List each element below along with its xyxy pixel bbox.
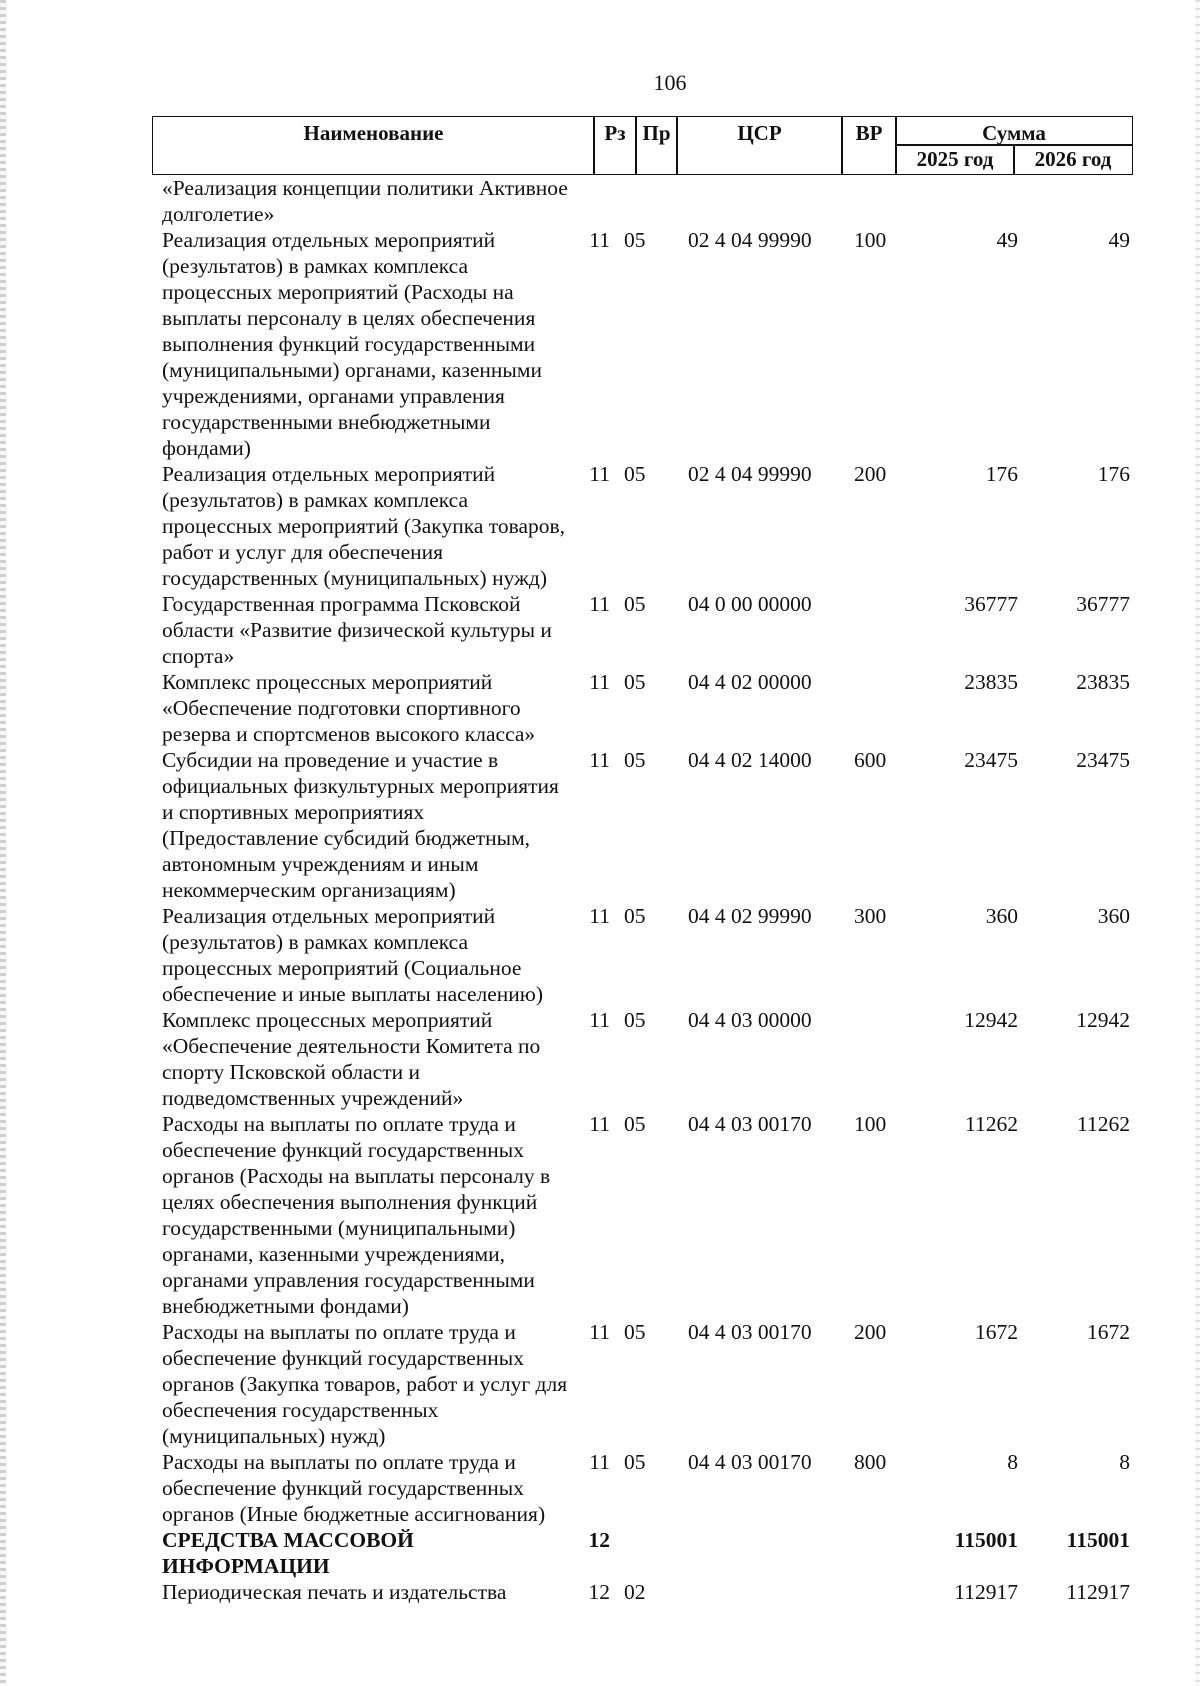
cell-name — [162, 591, 582, 669]
cell-sum-2025: 360 — [985, 904, 1018, 928]
cell-name-line: Реализация отдельных мероприятий — [162, 462, 496, 486]
cell-name-line: (результатов) в рамках комплекса — [162, 930, 469, 954]
cell-rz: 11 — [589, 1320, 610, 1344]
cell-name-line: официальных физкультурных мероприятия — [162, 774, 559, 798]
cell-name-line: процессных мероприятий (Расходы на — [162, 280, 514, 304]
cell-name-line: Государственная программа Псковской — [162, 592, 521, 616]
cell-sum-2025 — [910, 175, 1018, 227]
cell-sum-2026: 8 — [1119, 1450, 1130, 1474]
header-year-2026: 2026 год — [1013, 144, 1133, 175]
cell-pr: 02 — [624, 1580, 646, 1604]
cell-name — [162, 175, 582, 227]
cell-name — [162, 1579, 582, 1605]
table-row — [162, 903, 1130, 1007]
cell-vr: 200 — [854, 462, 887, 486]
cell-name-line: работ и услуг для обеспечения — [162, 540, 444, 564]
cell-sum-2026: 115001 — [1066, 1528, 1130, 1552]
table-body — [162, 175, 1130, 1605]
cell-name-line: спорту Псковской области и — [162, 1060, 420, 1084]
cell-pr: 05 — [624, 1450, 646, 1474]
cell-name-line: Реализация отдельных мероприятий — [162, 904, 496, 928]
table-row — [162, 669, 1130, 747]
page-number: 106 — [653, 70, 687, 95]
cell-sum-2025: 1672 — [975, 1320, 1018, 1344]
table-row — [162, 747, 1130, 903]
cell-name-line: Расходы на выплаты по оплате труда и — [162, 1112, 516, 1136]
cell-pr: 05 — [624, 670, 646, 694]
cell-name — [162, 903, 582, 1007]
cell-name-line: органами управления государственными — [162, 1268, 535, 1292]
cell-name-line: (муниципальных) нужд) — [162, 1424, 386, 1448]
cell-name-line: выполнения функций государственными — [162, 332, 536, 356]
cell-rz: 11 — [589, 1008, 610, 1032]
cell-vr — [854, 1579, 910, 1605]
table-row — [162, 175, 1130, 227]
cell-csr — [688, 1527, 854, 1579]
scan-edge-right — [1195, 0, 1200, 1686]
cell-vr: 800 — [854, 1450, 887, 1474]
header-year-2025: 2025 год — [895, 144, 1015, 175]
cell-sum-2025: 115001 — [954, 1528, 1018, 1552]
cell-name-line: обеспечения государственных — [162, 1398, 439, 1422]
cell-name-line: органов (Иные бюджетные ассигнования) — [162, 1502, 546, 1526]
cell-name-line: государственными (муниципальными) — [162, 1216, 516, 1240]
cell-sum-2026: 11262 — [1077, 1112, 1130, 1136]
cell-rz: 11 — [589, 462, 610, 486]
cell-sum-2025: 11262 — [965, 1112, 1018, 1136]
cell-name-line: учреждениями, органами управления — [162, 384, 505, 408]
cell-name-line: Периодическая печать и издательства — [162, 1580, 507, 1604]
cell-csr — [688, 175, 854, 227]
cell-csr: 04 4 03 00170 — [688, 1320, 812, 1344]
table-row — [162, 1111, 1130, 1319]
cell-rz: 12 — [588, 1528, 610, 1552]
cell-rz: 11 — [589, 748, 610, 772]
cell-name-line: органами, казенными учреждениями, — [162, 1242, 505, 1266]
header-rz: Рз — [593, 116, 637, 175]
cell-pr: 05 — [624, 904, 646, 928]
cell-name-line: «Реализация концепции политики Активное — [162, 176, 568, 200]
cell-sum-2026: 23475 — [1076, 748, 1130, 772]
cell-name-line: Комплекс процессных мероприятий — [162, 1008, 493, 1032]
table-row — [162, 1579, 1130, 1605]
cell-sum-2026: 176 — [1097, 462, 1130, 486]
cell-name-line: Расходы на выплаты по оплате труда и — [162, 1450, 516, 1474]
cell-pr: 05 — [624, 1320, 646, 1344]
cell-name-line: спорта» — [162, 644, 235, 668]
cell-name-line: некоммерческим организациям) — [162, 878, 456, 902]
cell-name — [162, 1007, 582, 1111]
cell-name — [162, 1449, 582, 1527]
cell-name-line: обеспечение функций государственных — [162, 1476, 524, 1500]
cell-vr: 100 — [854, 1112, 887, 1136]
cell-csr — [688, 1579, 854, 1605]
cell-name — [162, 1527, 582, 1579]
cell-sum-2026: 112917 — [1066, 1580, 1130, 1604]
cell-pr — [618, 1527, 688, 1579]
cell-name-line: автономным учреждениям и иным — [162, 852, 479, 876]
cell-rz: 11 — [589, 592, 610, 616]
cell-pr: 05 — [624, 462, 646, 486]
cell-rz: 11 — [589, 670, 610, 694]
cell-rz: 11 — [589, 904, 610, 928]
cell-pr: 05 — [624, 1112, 646, 1136]
cell-vr: 200 — [854, 1320, 887, 1344]
cell-name-line: «Обеспечение деятельности Комитета по — [162, 1034, 541, 1058]
cell-name — [162, 1111, 582, 1319]
cell-csr: 04 4 02 14000 — [688, 748, 812, 772]
cell-csr: 04 4 02 00000 — [688, 670, 812, 694]
cell-name-line: (муниципальными) органами, казенными — [162, 358, 542, 382]
cell-name-line: органов (Расходы на выплаты персоналу в — [162, 1164, 551, 1188]
cell-name-line: Комплекс процессных мероприятий — [162, 670, 493, 694]
table-row — [162, 1007, 1130, 1111]
cell-name — [162, 227, 582, 461]
cell-vr — [854, 669, 910, 747]
cell-sum-2025: 112917 — [954, 1580, 1018, 1604]
cell-rz: 11 — [589, 1112, 610, 1136]
cell-rz: 11 — [589, 228, 610, 252]
header-vr: ВР — [841, 116, 897, 175]
cell-pr — [618, 175, 688, 227]
cell-name-line: (Предоставление субсидий бюджетным, — [162, 826, 531, 850]
cell-name-line: целях обеспечения выполнения функций — [162, 1190, 538, 1214]
cell-sum-2025: 49 — [996, 228, 1018, 252]
cell-pr: 05 — [624, 748, 646, 772]
cell-name-line: подведомственных учреждений» — [162, 1086, 464, 1110]
cell-name-line: резерва и спортсменов высокого класса» — [162, 722, 536, 746]
cell-name-line: «Обеспечение подготовки спортивного — [162, 696, 521, 720]
cell-name-line: (результатов) в рамках комплекса — [162, 254, 469, 278]
cell-name — [162, 1319, 582, 1449]
cell-sum-2026: 360 — [1097, 904, 1130, 928]
cell-csr: 02 4 04 99990 — [688, 462, 812, 486]
cell-sum-2026: 1672 — [1087, 1320, 1130, 1344]
cell-sum-2026: 12942 — [1076, 1008, 1130, 1032]
table-row — [162, 227, 1130, 461]
cell-name-line: фондами) — [162, 436, 251, 460]
cell-sum-2025: 8 — [1007, 1450, 1018, 1474]
cell-sum-2025: 36777 — [964, 592, 1018, 616]
table-row — [162, 1319, 1130, 1449]
cell-name — [162, 747, 582, 903]
cell-name — [162, 669, 582, 747]
cell-vr — [854, 591, 910, 669]
cell-name-line: государственными внебюджетными — [162, 410, 491, 434]
cell-vr — [854, 1007, 910, 1111]
cell-vr: 600 — [854, 748, 887, 772]
cell-pr: 05 — [624, 1008, 646, 1032]
cell-rz: 11 — [589, 1450, 610, 1474]
scan-edge-left — [0, 0, 6, 1686]
cell-name-line: процессных мероприятий (Социальное — [162, 956, 522, 980]
cell-name-line: процессных мероприятий (Закупка товаров, — [162, 514, 566, 538]
cell-name-line: области «Развитие физической культуры и — [162, 618, 552, 642]
cell-sum-2025: 23835 — [964, 670, 1018, 694]
cell-name-line: органов (Закупка товаров, работ и услуг для — [162, 1372, 568, 1396]
cell-csr: 04 4 03 00000 — [688, 1008, 812, 1032]
cell-name-line: внебюджетными фондами) — [162, 1294, 409, 1318]
cell-vr: 100 — [854, 228, 887, 252]
header-pr: Пр — [635, 116, 678, 175]
cell-csr: 04 4 02 99990 — [688, 904, 812, 928]
table-row — [162, 591, 1130, 669]
cell-name-line: обеспечение и иные выплаты населению) — [162, 982, 544, 1006]
header-name: Наименование — [152, 116, 595, 175]
cell-name — [162, 461, 582, 591]
cell-name-line: Субсидии на проведение и участие в — [162, 748, 499, 772]
cell-name-line: долголетие» — [162, 202, 275, 226]
cell-rz: 12 — [588, 1580, 610, 1604]
header-sum: Сумма — [895, 116, 1133, 146]
cell-sum-2025: 176 — [985, 462, 1018, 486]
cell-vr — [854, 1527, 910, 1579]
cell-name-line: (результатов) в рамках комплекса — [162, 488, 469, 512]
header-csr: ЦСР — [676, 116, 843, 175]
cell-sum-2026: 36777 — [1076, 592, 1130, 616]
cell-csr: 04 4 03 00170 — [688, 1450, 812, 1474]
cell-name-line: обеспечение функций государственных — [162, 1138, 524, 1162]
cell-vr: 300 — [854, 904, 887, 928]
cell-name-line: обеспечение функций государственных — [162, 1346, 524, 1370]
table-row — [162, 1449, 1130, 1527]
table-header — [152, 116, 1133, 175]
table-row — [162, 1527, 1130, 1579]
cell-pr: 05 — [624, 592, 646, 616]
cell-name-line: и спортивных мероприятиях — [162, 800, 425, 824]
cell-sum-2025: 23475 — [964, 748, 1018, 772]
cell-sum-2026 — [1018, 175, 1130, 227]
cell-pr: 05 — [624, 228, 646, 252]
cell-csr: 04 4 03 00170 — [688, 1112, 812, 1136]
cell-name-line: выплаты персоналу в целях обеспечения — [162, 306, 536, 330]
cell-sum-2026: 23835 — [1076, 670, 1130, 694]
cell-name-line: ИНФОРМАЦИИ — [162, 1554, 330, 1578]
cell-rz — [582, 175, 618, 227]
cell-name-line: Расходы на выплаты по оплате труда и — [162, 1320, 516, 1344]
cell-sum-2026: 49 — [1108, 228, 1130, 252]
cell-vr — [854, 175, 910, 227]
cell-csr: 02 4 04 99990 — [688, 228, 812, 252]
table-row — [162, 461, 1130, 591]
cell-name-line: Реализация отдельных мероприятий — [162, 228, 496, 252]
cell-csr: 04 0 00 00000 — [688, 592, 812, 616]
cell-name-line: СРЕДСТВА МАССОВОЙ — [162, 1528, 414, 1552]
cell-sum-2025: 12942 — [964, 1008, 1018, 1032]
cell-name-line: государственных (муниципальных) нужд) — [162, 566, 548, 590]
